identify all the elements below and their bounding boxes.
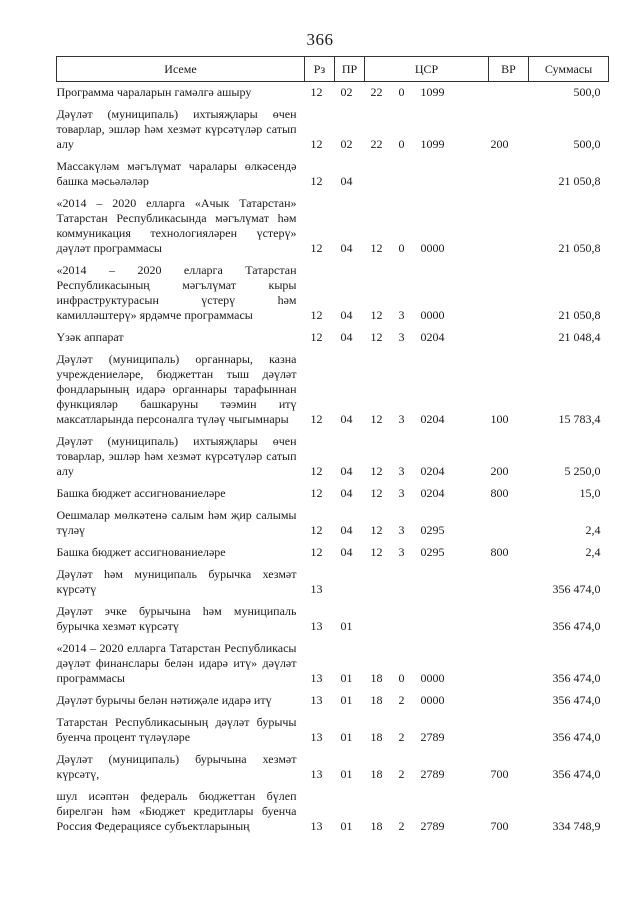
- row-pr-cell: 04: [340, 523, 353, 537]
- row-pr-cell: 01: [340, 819, 353, 833]
- row-rz-cell: 13: [310, 730, 323, 744]
- row-csr-cell: [365, 601, 489, 638]
- row-csr-part: 3: [398, 330, 405, 344]
- row-vr-cell: [489, 156, 529, 193]
- row-vr-cell: [489, 601, 529, 638]
- row-vr-cell: [489, 193, 529, 260]
- table-row: [57, 690, 609, 712]
- table-row: [57, 431, 609, 483]
- row-csr-part: 12: [370, 523, 383, 537]
- row-csr-part: 12: [370, 545, 383, 559]
- table-row: [57, 104, 609, 156]
- row-vr-cell: 200: [490, 464, 509, 478]
- row-vr-cell: 800: [490, 486, 509, 500]
- header-rz: Рз: [305, 57, 335, 82]
- row-rz-cell: 12: [310, 85, 323, 99]
- row-name-cell: Оешмалар мөлкәтенә салым һәм җир салымы түләү: [56, 508, 297, 537]
- row-pr-cell: 04: [340, 174, 353, 188]
- row-sum-cell: 21 050,8: [558, 174, 601, 188]
- table-row: [57, 82, 609, 105]
- row-csr-cell: [365, 156, 489, 193]
- header-name: Исеме: [57, 57, 305, 82]
- row-sum-cell: 356 474,0: [552, 730, 601, 744]
- row-name-cell: Башка бюджет ассигнованиеләре: [56, 545, 226, 559]
- row-csr-part: 2: [398, 730, 405, 744]
- row-vr-cell: [489, 712, 529, 749]
- row-csr-part: 18: [370, 767, 383, 781]
- row-pr-cell: 01: [340, 730, 353, 744]
- row-csr-part: 3: [398, 486, 405, 500]
- row-csr-part: 22: [370, 137, 383, 151]
- row-vr-cell: 700: [490, 819, 509, 833]
- row-csr-part: 3: [398, 308, 405, 322]
- row-csr-part: 2: [398, 767, 405, 781]
- row-rz-cell: 12: [310, 486, 323, 500]
- row-sum-cell: 356 474,0: [552, 693, 601, 707]
- row-csr-part: 0: [398, 241, 405, 255]
- row-rz-cell: 13: [310, 582, 323, 596]
- row-csr-cell: [365, 749, 489, 786]
- row-csr-cell: [365, 690, 489, 712]
- row-csr-cell: [365, 431, 489, 483]
- row-pr-cell: 02: [340, 137, 353, 151]
- row-name-cell: Дәүләт һәм муниципаль бурычка хезмәт күрсәтү: [56, 567, 297, 596]
- table-row: [57, 542, 609, 564]
- header-vr: ВР: [489, 57, 529, 82]
- row-vr-cell: 100: [490, 412, 509, 426]
- row-csr-part: 22: [370, 85, 383, 99]
- row-csr-part: 12: [370, 486, 383, 500]
- row-rz-cell: 12: [310, 174, 323, 188]
- row-csr-cell: [365, 193, 489, 260]
- row-sum-cell: 356 474,0: [552, 619, 601, 633]
- row-vr-cell: [489, 638, 529, 690]
- table-row: [57, 786, 609, 838]
- row-csr-cell: [365, 542, 489, 564]
- row-csr-part: 12: [370, 412, 383, 426]
- row-csr-cell: [365, 104, 489, 156]
- row-csr-part: 3: [398, 523, 405, 537]
- table-row: [57, 260, 609, 327]
- row-csr-part: 2789: [420, 767, 445, 781]
- row-pr-cell: 02: [340, 85, 353, 99]
- row-csr-part: 2: [398, 819, 405, 833]
- row-csr-part: 2789: [420, 819, 445, 833]
- row-pr-cell: 04: [340, 545, 353, 559]
- table-row: [57, 327, 609, 349]
- row-name-cell: шул исәптән федераль бюджеттан бүлеп бирелгән һәм «Бюджет кредитлары буенча Россия Федерациясе субъектларының: [56, 789, 297, 833]
- row-csr-cell: [365, 260, 489, 327]
- row-rz-cell: 13: [310, 767, 323, 781]
- row-sum-cell: 21 050,8: [558, 241, 601, 255]
- row-name-cell: Татарстан Республикасының дәүләт бурычы буенча процент түләүләре: [56, 715, 297, 744]
- row-rz-cell: 12: [310, 523, 323, 537]
- row-name-cell: «2014 – 2020 елларга Татарстан Республикасының мәгълүмат кыры инфраструктурасын үстерү һәм камилләштерү» ярдәмче программасы: [56, 263, 297, 322]
- row-csr-part: 0204: [420, 464, 445, 478]
- row-vr-cell: 800: [490, 545, 509, 559]
- budget-table: [56, 56, 609, 838]
- row-csr-part: 0000: [420, 308, 445, 322]
- row-csr-cell: [365, 638, 489, 690]
- row-sum-cell: 334 748,9: [552, 819, 601, 833]
- row-name-cell: Дәүләт бурычы белән нәтиҗәле идарә итү: [56, 693, 272, 707]
- row-csr-part: 12: [370, 241, 383, 255]
- row-csr-part: 0204: [420, 330, 445, 344]
- row-csr-part: 0: [398, 671, 405, 685]
- header-sum: Суммасы: [529, 57, 609, 82]
- row-rz-cell: 13: [310, 819, 323, 833]
- table-row: [57, 156, 609, 193]
- row-sum-cell: 2,4: [585, 523, 601, 537]
- row-rz-cell: 12: [310, 330, 323, 344]
- row-sum-cell: 500,0: [573, 85, 601, 99]
- row-csr-part: 0: [398, 137, 405, 151]
- row-csr-part: 18: [370, 693, 383, 707]
- row-name-cell: Үзәк аппарат: [56, 330, 124, 344]
- row-csr-part: 1099: [420, 137, 445, 151]
- table-row: [57, 483, 609, 505]
- row-csr-part: 0000: [420, 671, 445, 685]
- row-vr-cell: [489, 505, 529, 542]
- row-sum-cell: 21 050,8: [558, 308, 601, 322]
- row-csr-part: 12: [370, 308, 383, 322]
- row-vr-cell: 200: [490, 137, 509, 151]
- header-csr: ЦСР: [365, 57, 489, 82]
- row-csr-part: 12: [370, 330, 383, 344]
- row-name-cell: Программа чараларын гамәлгә ашыру: [56, 85, 252, 99]
- row-pr-cell: 01: [340, 693, 353, 707]
- row-name-cell: Дәүләт (муниципаль) ихтыяҗлары өчен товарлар, эшләр һәм хезмәт күрсәтүләр сатып алу: [56, 107, 297, 151]
- row-sum-cell: 2,4: [585, 545, 601, 559]
- row-vr-cell: [489, 690, 529, 712]
- row-csr-cell: [365, 564, 489, 601]
- row-csr-part: 0295: [420, 523, 445, 537]
- row-rz-cell: 12: [310, 137, 323, 151]
- table-body: [57, 82, 609, 839]
- row-name-cell: «2014 – 2020 елларга «Ачык Татарстан» Татарстан Республикасында мәгълүмат һәм коммуникация технологияләрен үстерү» дәүләт программасы: [56, 196, 297, 255]
- row-pr-cell: 04: [340, 464, 353, 478]
- row-csr-part: 18: [370, 819, 383, 833]
- header-pr: ПР: [335, 57, 365, 82]
- row-csr-part: 0295: [420, 545, 445, 559]
- row-csr-part: 18: [370, 730, 383, 744]
- row-pr-cell: 04: [340, 330, 353, 344]
- table-row: [57, 564, 609, 601]
- row-pr-cell: 01: [340, 671, 353, 685]
- table-row: [57, 749, 609, 786]
- row-pr-cell: [335, 564, 365, 601]
- row-rz-cell: 12: [310, 412, 323, 426]
- row-csr-part: 0204: [420, 412, 445, 426]
- row-sum-cell: 5 250,0: [564, 464, 601, 478]
- row-csr-cell: [365, 327, 489, 349]
- row-sum-cell: 500,0: [573, 137, 601, 151]
- row-name-cell: Дәүләт (муниципаль) ихтыяҗлары өчен товарлар, эшләр һәм хезмәт күрсәтүләр сатып алу: [56, 434, 297, 478]
- row-name-cell: Дәүләт (муниципаль) органнары, казна учреждениеләре, бюджеттан тыш дәүләт фондларының идарә органнары тарафыннан функцияләр башкаруны тәэмин итү максатларында персоналга түләү чыгымнары: [56, 352, 297, 426]
- row-csr-cell: [365, 786, 489, 838]
- row-name-cell: Дәүләт эчке бурычына һәм муниципаль бурычка хезмәт күрсәтү: [56, 604, 297, 633]
- row-csr-cell: [365, 349, 489, 431]
- row-pr-cell: 04: [340, 241, 353, 255]
- row-rz-cell: 13: [310, 671, 323, 685]
- row-rz-cell: 12: [310, 545, 323, 559]
- row-csr-cell: [365, 483, 489, 505]
- row-csr-part: 18: [370, 671, 383, 685]
- row-pr-cell: 01: [340, 619, 353, 633]
- row-csr-part: 3: [398, 412, 405, 426]
- row-csr-part: 0000: [420, 241, 445, 255]
- table-row: [57, 505, 609, 542]
- table-row: [57, 601, 609, 638]
- row-vr-cell: 700: [490, 767, 509, 781]
- table-header-row: [57, 57, 609, 82]
- row-pr-cell: 04: [340, 412, 353, 426]
- row-name-cell: Дәүләт (муниципаль) бурычына хезмәт күрсәтү,: [56, 752, 297, 781]
- row-csr-part: 0204: [420, 486, 445, 500]
- row-sum-cell: 356 474,0: [552, 767, 601, 781]
- row-vr-cell: [489, 564, 529, 601]
- row-vr-cell: [489, 260, 529, 327]
- row-vr-cell: [489, 327, 529, 349]
- row-csr-part: 1099: [420, 85, 445, 99]
- row-name-cell: Массакүләм мәгълүмат чаралары өлкәсендә башка мәсьәләләр: [56, 159, 297, 188]
- table-row: [57, 712, 609, 749]
- row-sum-cell: 356 474,0: [552, 582, 601, 596]
- table-row: [57, 193, 609, 260]
- row-sum-cell: 21 048,4: [558, 330, 601, 344]
- row-rz-cell: 13: [310, 693, 323, 707]
- row-rz-cell: 12: [310, 464, 323, 478]
- row-csr-cell: [365, 712, 489, 749]
- row-csr-part: 0: [398, 85, 405, 99]
- row-csr-part: 12: [370, 464, 383, 478]
- row-csr-part: 0000: [420, 693, 445, 707]
- row-rz-cell: 12: [310, 241, 323, 255]
- row-csr-part: 2789: [420, 730, 445, 744]
- row-rz-cell: 13: [310, 619, 323, 633]
- row-csr-part: 3: [398, 464, 405, 478]
- row-sum-cell: 15 783,4: [558, 412, 601, 426]
- row-sum-cell: 15,0: [579, 486, 601, 500]
- row-csr-part: 2: [398, 693, 405, 707]
- page-number: 366: [306, 30, 334, 49]
- row-pr-cell: 04: [340, 308, 353, 322]
- row-rz-cell: 12: [310, 308, 323, 322]
- table-row: [57, 638, 609, 690]
- row-sum-cell: 356 474,0: [552, 671, 601, 685]
- table-row: [57, 349, 609, 431]
- row-csr-cell: [365, 82, 489, 105]
- row-name-cell: «2014 – 2020 елларга Татарстан Республикасы дәүләт финанслары белән идарә итү» дәүләт программасы: [56, 641, 297, 685]
- row-pr-cell: 01: [340, 767, 353, 781]
- row-pr-cell: 04: [340, 486, 353, 500]
- row-vr-cell: [489, 82, 529, 105]
- row-csr-cell: [365, 505, 489, 542]
- row-name-cell: Башка бюджет ассигнованиеләре: [56, 486, 226, 500]
- row-csr-part: 3: [398, 545, 405, 559]
